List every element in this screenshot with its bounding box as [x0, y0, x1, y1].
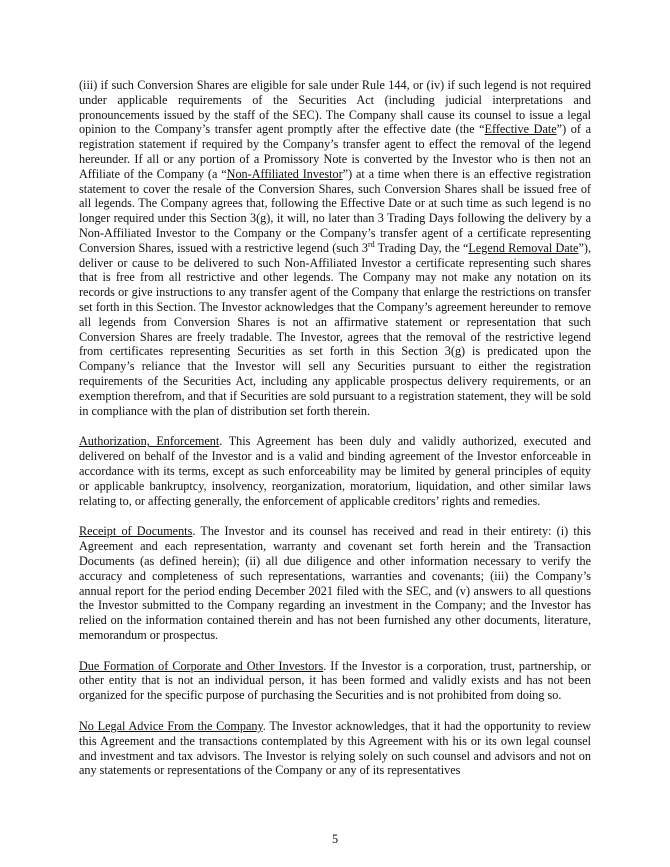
text-run: Trading Day, the “ [374, 240, 469, 255]
underlined-term: Receipt of Documents [79, 524, 193, 539]
paragraph-authorization-enforcement [79, 434, 591, 508]
text-run: . The Investor and its counsel has received and read in their entirety: (i) this Agreement and each representation, warranty and covenant set forth herein and the Transaction Documents (as defined herein); (ii) all due diligence and other information necessary to verify the accuracy and completeness of such representations, warranties and covenants; (iii) the Company’s annual report for the period ending December 2021 filed with the SEC, and (v) answers to all questions the Investor submitted to the Company regarding an investment in the Company; and the Investor has relied on the information contained therein and has not been furnished any other documents, literature, memorandum or prospectus. [79, 524, 592, 642]
page-content [79, 78, 591, 794]
paragraph-continuation [79, 78, 591, 418]
underlined-term: Legend Removal Date [468, 240, 579, 255]
text-run: . The Investor acknowledges, that it had the opportunity to review this Agreement and the transactions contemplated by this Agreement with his or its own legal counsel and investment and tax advisors. The Investor is relying solely on such counsel and advisors and not on any statements or representations of the Company or any of its representatives [79, 719, 592, 778]
text-run: (iii) if such Conversion Shares are eligible for sale under Rule 144, or (iv) if such legend is not required under applicable requirements of the Securities Act (including judicial interpretations and pronouncements issued by the staff of the SEC). The Company shall cause its counsel to issue a legal opinion to the Company’s transfer agent promptly after the effective date (the “ [79, 78, 591, 137]
underlined-term: Due Formation of Corporate and Other Investors [79, 658, 324, 673]
text-run: ”), deliver or cause to be delivered to such Non-Affiliated Investor a certificate representing such shares that is free from all restrictive and other legends. The Company may not make any notation on its records or give instructions to any transfer agent of the Company that enlarge the restrictions on transfer set forth in this Section. The Investor acknowledges that the Company’s agreement hereunder to remove all legends from Conversion Shares is not an affirmative statement or representation that such Conversion Shares are freely tradable. The Investor, agrees that the removal of the restrictive legend from certificates representing Securities as set forth in this Section 3(g) is predicated upon the Company’s reliance that the Investor will sell any Securities pursuant to either the registration requirements of the Securities Act, including any applicable prospectus delivery requirements, or an exemption therefrom, and that if Securities are sold pursuant to a registration statement, they will be sold in compliance with the plan of distribution set forth therein. [79, 240, 591, 418]
page-number: 5 [331, 832, 339, 846]
underlined-term: Authorization, Enforcement [79, 434, 220, 449]
paragraph-due-formation [79, 659, 591, 703]
paragraph-no-legal-advice [79, 719, 591, 778]
paragraph-receipt-of-documents [79, 524, 591, 642]
underlined-term: No Legal Advice From the Company [79, 719, 263, 734]
text-run: . If the Investor is a corporation, trust, partnership, or other entity that is not an individual person, it has been formed and validly exists and has not been organized for the specific purpose of purchasing the Securities and is not prohibited from doing so. [79, 658, 591, 703]
underlined-term: Non-Affiliated Investor [226, 166, 343, 181]
text-run: ”) of a registration statement if required by the Company’s transfer agent to effect the removal of the legend hereunder. If all or any portion of a Promissory Note is converted by the Investor who is then not an Affiliate of the Company (a “ [79, 122, 591, 181]
text-run: . This Agreement has been duly and validly authorized, executed and delivered on behalf of the Investor and is a valid and binding agreement of the Investor enforceable in accordance with its terms, except as such enforceability may be limited by general principles of equity or applicable bankruptcy, insolvency, reorganization, moratorium, liquidation, and other similar laws relating to, or affecting generally, the enforcement of applicable creditors’ rights and remedies. [79, 434, 591, 508]
underlined-term: Effective Date [484, 122, 557, 137]
text-run: ”) at a time when there is an effective registration statement to cover the resale of the Conversion Shares, such Conversion Shares shall be issued free of all legends. The Company agrees that, following the Effective Date or at such time as such legend is no longer required under this Section 3(g), it will, no later than 3 Trading Days following the delivery by a Non-Affiliated Investor to the Company or the Company’s transfer agent of a certificate representing Conversion Shares, issued with a restrictive legend (such 3 [79, 166, 591, 255]
superscript-text: rd [367, 239, 375, 249]
